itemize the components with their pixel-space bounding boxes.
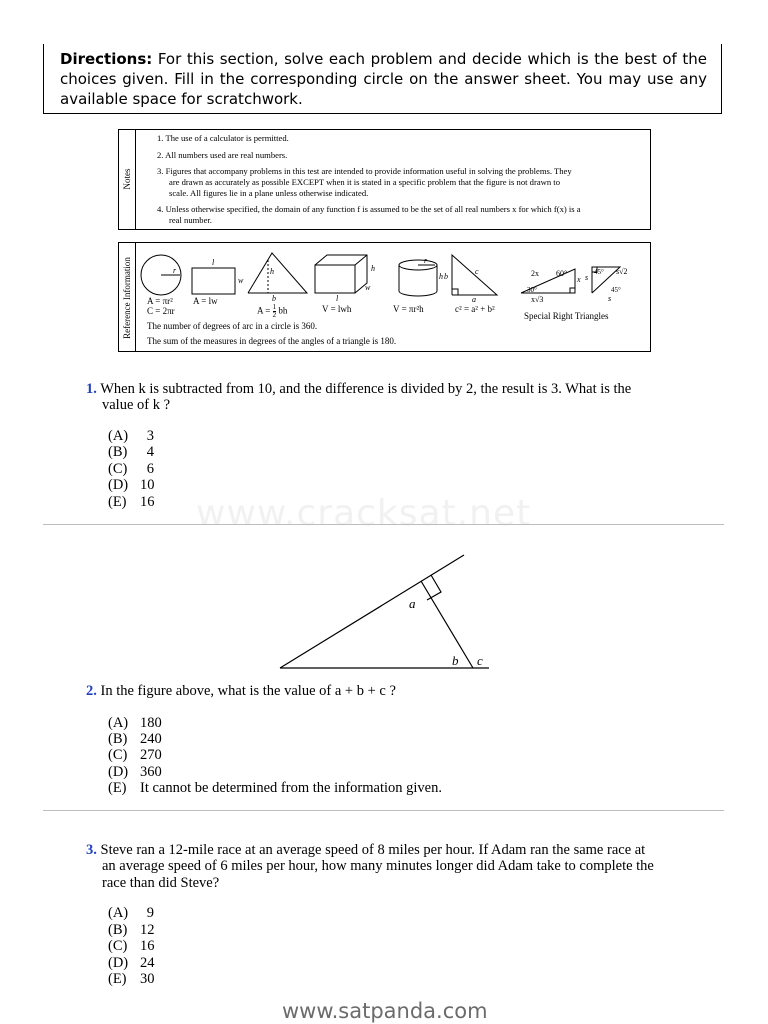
cylinder-h-label: h	[439, 272, 443, 281]
q3-choice-a[interactable]: (A) 9	[108, 905, 154, 921]
right-triangle-c-label: c	[475, 267, 479, 276]
question-3-number: 3.	[86, 842, 97, 858]
right-angle-mark	[427, 575, 441, 600]
directions-label: Directions:	[60, 50, 153, 68]
right-triangle-b-label: b	[444, 272, 448, 281]
directions-text: For this section, solve each problem and decide which is the best of the choices given. Fill in the corresponding circle on the answer sheet. You may use any available space for scratchwork.	[60, 50, 707, 108]
special-60-label: 60°	[556, 269, 568, 278]
question-2-number: 2.	[86, 683, 97, 699]
notes-box	[118, 129, 651, 230]
special-30-label: 30°	[527, 286, 537, 294]
q2-choice-d[interactable]: (D) 360	[108, 764, 162, 780]
circle-r-label: r	[173, 266, 177, 275]
note-3-cont-2: scale. All figures lie in a plane unless otherwise indicated.	[169, 188, 369, 198]
question-2-line-1: 2. In the figure above, what is the value of a + b + c ?	[86, 683, 396, 699]
notes-tab-label: Notes	[122, 168, 132, 190]
reference-tab-label: Reference Information	[122, 257, 132, 339]
figure-label-c: c	[477, 653, 483, 668]
question-1-line-1: 1. When k is subtracted from 10, and the difference is divided by 2, the result is 3. What is the	[86, 381, 632, 397]
directions-box	[43, 44, 722, 114]
figure-line-perpendicular	[421, 581, 473, 668]
box-volume-formula: V = lwh	[322, 304, 352, 314]
reference-box	[118, 242, 651, 352]
divider-2	[43, 810, 724, 811]
question-1-line-2: value of k ?	[102, 397, 171, 413]
cylinder-r-label: r	[424, 256, 428, 265]
note-3: 3. Figures that accompany problems in this test are intended to provide information useful in solving the problems. They	[157, 166, 572, 176]
triangle-area-formula: A = $\frac{1}{2}$ bh	[257, 303, 288, 319]
note-1: 1. The use of a calculator is permitted.	[157, 133, 289, 143]
q2-choice-a[interactable]: (A) 180	[108, 715, 162, 731]
q2-choice-b[interactable]: (B) 240	[108, 731, 162, 747]
box-figure	[315, 265, 355, 293]
note-3-cont-1: are drawn as accurately as possible EXCEPT when it is stated in a specific problem that the figure is not drawn to	[169, 177, 560, 187]
special-triangles-caption: Special Right Triangles	[524, 311, 609, 321]
notes-tab	[119, 130, 136, 229]
note-2: 2. All numbers used are real numbers.	[157, 150, 288, 160]
note-4-cont: real number.	[169, 215, 212, 225]
special-45-top-label: 45°	[594, 268, 604, 276]
box-h-label: h	[371, 264, 375, 273]
question-3-line-3: race than did Steve?	[102, 875, 220, 891]
pythagorean-formula: c² = a² + b²	[455, 304, 495, 314]
note-4: 4. Unless otherwise specified, the domain of any function f is assumed to be the set of all real numbers x for which f(x) is a	[157, 204, 581, 214]
rectangle-figure	[192, 268, 235, 294]
question-3-line-2: an average speed of 6 miles per hour, how many minutes longer did Adam take to complete the	[102, 858, 654, 874]
special-s-root2-label: s√2	[616, 267, 628, 276]
footer-url[interactable]: www.satpanda.com	[282, 999, 488, 1023]
special-45-bottom-label: 45°	[611, 286, 621, 294]
special-x-label: x	[577, 275, 581, 284]
triangle-b-label: b	[272, 294, 276, 303]
triangle-figure	[248, 253, 307, 293]
q3-choice-e[interactable]: (E) 30	[108, 971, 155, 987]
q3-choice-b[interactable]: (B) 12	[108, 922, 155, 938]
fact-arc-degrees: The number of degrees of arc in a circle is 360.	[147, 321, 318, 331]
q3-choice-d[interactable]: (D) 24	[108, 955, 155, 971]
q1-choice-d[interactable]: (D) 10	[108, 477, 155, 493]
box-l-label: l	[336, 294, 339, 303]
q1-choice-a[interactable]: (A) 3	[108, 428, 154, 444]
fact-triangle-angles: The sum of the measures in degrees of the angles of a triangle is 180.	[147, 336, 397, 346]
circle-circumference-formula: C = 2πr	[147, 306, 175, 316]
rect-w-label: w	[238, 276, 244, 285]
question-3-line-1: 3. Steve ran a 12-mile race at an average speed of 8 miles per hour. If Adam ran the same race at	[86, 842, 646, 858]
q2-choice-e[interactable]: (E) It cannot be determined from the information given.	[108, 780, 442, 796]
watermark: www.cracksat.net	[196, 493, 532, 534]
question-1-number: 1.	[86, 381, 97, 397]
q1-choice-c[interactable]: (C) 6	[108, 461, 154, 477]
question-2-figure	[270, 550, 500, 675]
triangle-h-label: h	[270, 267, 274, 276]
special-2x-label: 2x	[531, 269, 539, 278]
special-s-base-label: s	[608, 294, 612, 303]
special-s-side-label: s	[585, 273, 589, 282]
box-w-label: w	[365, 283, 371, 292]
figure-line-ab	[280, 555, 464, 668]
q3-choice-c[interactable]: (C) 16	[108, 938, 155, 954]
figure-label-a: a	[409, 596, 416, 611]
figure-label-b: b	[452, 653, 459, 668]
right-triangle-a-label: a	[472, 295, 476, 304]
special-x-root3-label: x√3	[531, 295, 544, 304]
rect-l-label: l	[212, 258, 215, 267]
circle-area-formula: A = πr²	[147, 296, 173, 306]
q1-choice-e[interactable]: (E) 16	[108, 494, 155, 510]
cylinder-volume-formula: V = πr²h	[393, 304, 424, 314]
q2-choice-c[interactable]: (C) 270	[108, 747, 162, 763]
q1-choice-b[interactable]: (B) 4	[108, 444, 154, 460]
divider-1	[43, 524, 724, 525]
rect-area-formula: A = lw	[193, 296, 218, 306]
